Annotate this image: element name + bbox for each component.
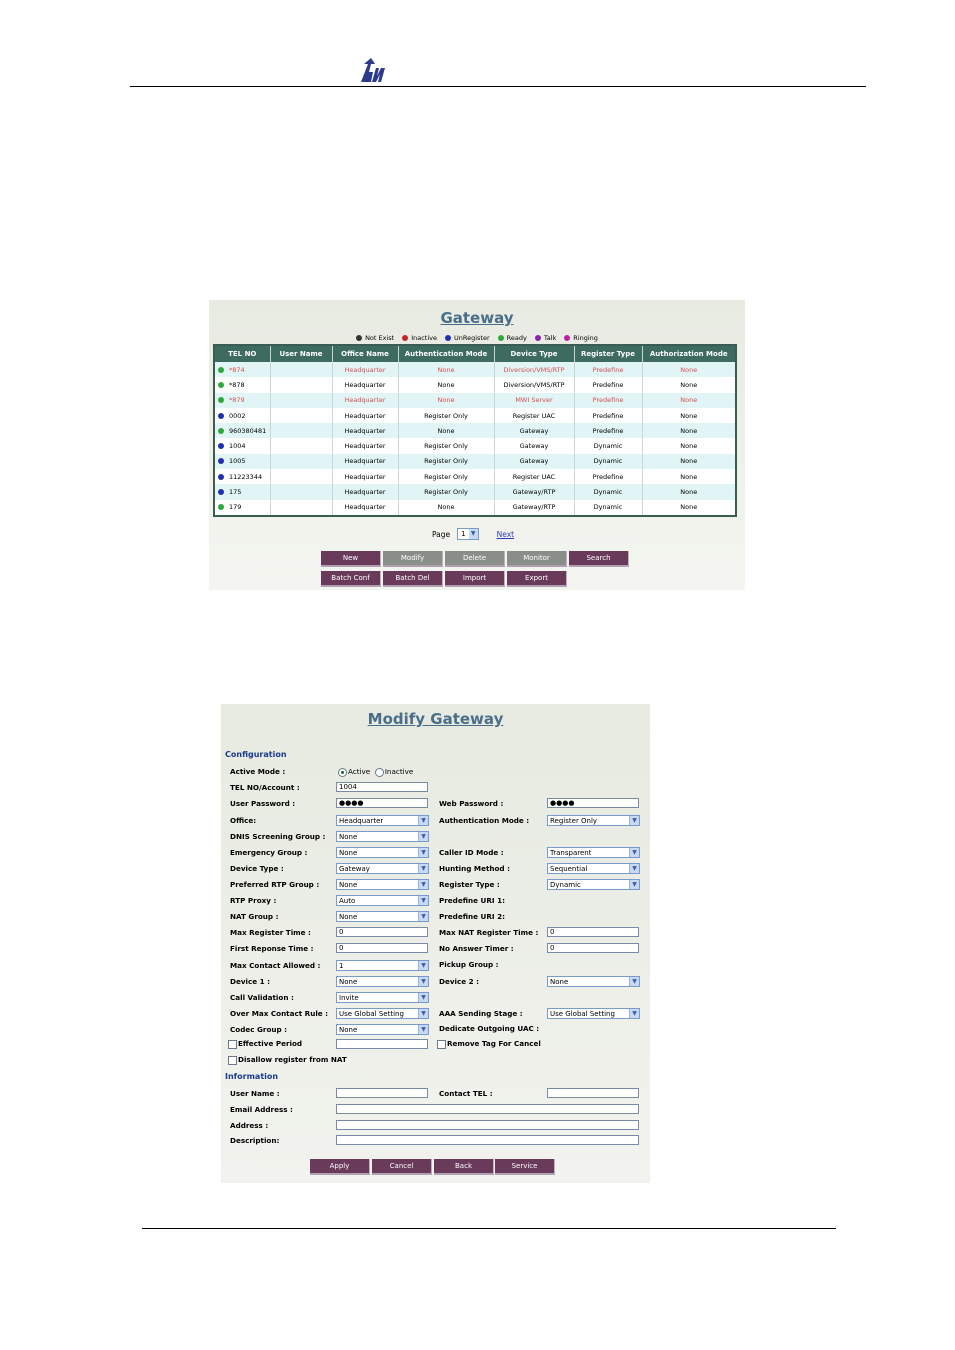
table-cell: Dynamic bbox=[574, 484, 642, 499]
chevron-down-icon: ▼ bbox=[418, 832, 428, 841]
import-button[interactable]: Import bbox=[445, 571, 505, 587]
authentication-mode-select[interactable]: Register Only ▼ bbox=[547, 815, 640, 826]
chevron-down-icon: ▼ bbox=[418, 977, 428, 986]
table-cell: Headquarter bbox=[332, 438, 398, 453]
user-password-input[interactable]: ●●●● bbox=[336, 798, 428, 808]
column-header[interactable]: Authentication Mode bbox=[398, 345, 494, 362]
status-dot-icon bbox=[218, 504, 224, 510]
table-cell: None bbox=[642, 423, 736, 438]
legend-item: Ringing bbox=[564, 334, 598, 342]
status-dot-icon bbox=[218, 489, 224, 495]
page-label: Page bbox=[432, 529, 451, 539]
table-cell: None bbox=[642, 438, 736, 453]
table-cell: Predefine bbox=[574, 362, 642, 377]
table-cell: None bbox=[642, 393, 736, 408]
batch-del-button[interactable]: Batch Del bbox=[383, 571, 443, 587]
contact-tel-input[interactable] bbox=[547, 1088, 639, 1098]
authentication-mode-label: Authentication Mode : bbox=[439, 816, 530, 825]
batch-conf-button[interactable]: Batch Conf bbox=[321, 571, 381, 587]
gateway-title: Gateway bbox=[440, 309, 514, 327]
table-cell: Headquarter bbox=[332, 362, 398, 377]
table-row[interactable] bbox=[214, 408, 736, 423]
pickup-group-label: Pickup Group : bbox=[439, 960, 499, 969]
information-heading: Information bbox=[225, 1072, 279, 1081]
tel-no-input[interactable]: 1004 bbox=[336, 782, 428, 792]
status-dot-icon bbox=[218, 413, 224, 419]
device-2-label: Device 2 : bbox=[439, 977, 480, 986]
no-answer-timer-label: No Answer Timer : bbox=[439, 944, 514, 953]
chevron-down-icon: ▼ bbox=[418, 1025, 428, 1034]
max-nat-register-time-input[interactable]: 0 bbox=[547, 927, 639, 937]
table-cell: Dynamic bbox=[574, 438, 642, 453]
column-header[interactable]: Authorization Mode bbox=[642, 345, 736, 362]
aaa-sending-stage-select[interactable]: Use Global Setting ▼ bbox=[547, 1008, 640, 1019]
preferred-rtp-group-label: Preferred RTP Group : bbox=[230, 880, 320, 889]
table-cell bbox=[270, 362, 332, 377]
codec-group-select[interactable]: None ▼ bbox=[336, 1024, 429, 1035]
chevron-down-icon: ▼ bbox=[418, 912, 428, 921]
table-cell: None bbox=[642, 500, 736, 516]
emergency-group-select[interactable]: None ▼ bbox=[336, 847, 429, 858]
legend-item: Ready bbox=[498, 334, 527, 342]
new-button[interactable]: New bbox=[321, 551, 381, 567]
status-dot-icon bbox=[402, 335, 408, 341]
dnis-screening-group-select[interactable]: None ▼ bbox=[336, 831, 429, 842]
preferred-rtp-group-select[interactable]: None ▼ bbox=[336, 879, 429, 890]
table-cell: 1005 bbox=[214, 454, 270, 469]
web-password-input[interactable]: ●●●● bbox=[547, 798, 639, 808]
description-label: Description: bbox=[230, 1136, 280, 1145]
table-cell: Predefine bbox=[574, 469, 642, 484]
table-cell bbox=[270, 393, 332, 408]
table-cell: Dynamic bbox=[574, 500, 642, 516]
table-cell: Headquarter bbox=[332, 377, 398, 392]
table-cell: Register Only bbox=[398, 469, 494, 484]
table-cell: None bbox=[642, 408, 736, 423]
chevron-down-icon: ▼ bbox=[629, 864, 639, 873]
chevron-down-icon: ▼ bbox=[418, 961, 428, 970]
table-cell bbox=[270, 484, 332, 499]
legend-item: Talk bbox=[535, 334, 556, 342]
table-cell: Gateway bbox=[494, 438, 574, 453]
description-input[interactable] bbox=[336, 1135, 639, 1145]
over-max-contact-rule-select[interactable]: Use Global Setting ▼ bbox=[336, 1008, 429, 1019]
table-cell: Register Only bbox=[398, 438, 494, 453]
call-validation-label: Call Validation : bbox=[230, 993, 294, 1002]
remove-tag-checkbox[interactable] bbox=[437, 1040, 446, 1049]
table-cell: Dynamic bbox=[574, 454, 642, 469]
table-cell: None bbox=[642, 454, 736, 469]
nat-group-label: NAT Group : bbox=[230, 912, 279, 921]
table-cell: Predefine bbox=[574, 377, 642, 392]
register-type-select[interactable]: Dynamic ▼ bbox=[547, 879, 640, 890]
column-header[interactable]: Register Type bbox=[574, 345, 642, 362]
no-answer-timer-input[interactable]: 0 bbox=[547, 943, 639, 953]
back-button[interactable]: Back bbox=[434, 1159, 494, 1175]
table-cell: None bbox=[642, 469, 736, 484]
gateway-panel bbox=[209, 300, 745, 590]
table-cell: Predefine bbox=[574, 408, 642, 423]
table-cell: Register Only bbox=[398, 408, 494, 423]
address-label: Address : bbox=[230, 1121, 269, 1130]
table-cell: Gateway bbox=[494, 423, 574, 438]
table-row[interactable] bbox=[214, 469, 736, 484]
active-mode-label: Active Mode : bbox=[230, 767, 286, 776]
modify-gateway-title: Modify Gateway bbox=[367, 710, 504, 728]
modify-button[interactable]: Modify bbox=[383, 551, 443, 567]
gateway-table bbox=[213, 344, 737, 517]
aaa-sending-stage-label: AAA Sending Stage : bbox=[439, 1009, 523, 1018]
table-cell: Headquarter bbox=[332, 469, 398, 484]
table-cell: *874 bbox=[214, 362, 270, 377]
table-header bbox=[214, 345, 736, 362]
legend-item: Inactive bbox=[402, 334, 437, 342]
legend-item: Not Exist bbox=[356, 334, 394, 342]
emergency-group-label: Emergency Group : bbox=[230, 848, 308, 857]
hunting-method-label: Hunting Method : bbox=[439, 864, 510, 873]
table-cell: Predefine bbox=[574, 423, 642, 438]
web-password-label: Web Password : bbox=[439, 799, 504, 808]
legend-item: UnRegister bbox=[445, 334, 490, 342]
configuration-heading: Configuration bbox=[225, 750, 287, 759]
chevron-down-icon: ▼ bbox=[418, 880, 428, 889]
remove-tag-checkbox-label: Remove Tag For Cancel bbox=[437, 1039, 541, 1049]
modify-gateway-panel bbox=[221, 704, 650, 1183]
company-logo bbox=[358, 58, 392, 84]
disallow-nat-checkbox-label: Disallow register from NAT bbox=[228, 1055, 347, 1065]
table-row[interactable] bbox=[214, 393, 736, 408]
table-cell: *878 bbox=[214, 377, 270, 392]
footer-rule bbox=[142, 1228, 836, 1229]
table-cell: Headquarter bbox=[332, 454, 398, 469]
status-dot-icon bbox=[218, 474, 224, 480]
table-cell: *879 bbox=[214, 393, 270, 408]
column-header[interactable]: User Name bbox=[270, 345, 332, 362]
status-dot-icon bbox=[356, 335, 362, 341]
table-cell: Gateway bbox=[494, 454, 574, 469]
status-dot-icon bbox=[218, 428, 224, 434]
table-cell bbox=[270, 377, 332, 392]
table-cell: None bbox=[642, 362, 736, 377]
table-row[interactable] bbox=[214, 500, 736, 516]
monitor-button[interactable]: Monitor bbox=[507, 551, 567, 567]
table-cell: None bbox=[398, 500, 494, 516]
table-cell: Headquarter bbox=[332, 484, 398, 499]
table-cell: None bbox=[398, 423, 494, 438]
table-cell: None bbox=[398, 377, 494, 392]
table-cell: Register UAC bbox=[494, 408, 574, 423]
table-row[interactable] bbox=[214, 484, 736, 499]
table-row[interactable] bbox=[214, 377, 736, 392]
table-row[interactable] bbox=[214, 423, 736, 438]
status-dot-icon bbox=[445, 335, 451, 341]
device-type-label: Device Type : bbox=[230, 864, 284, 873]
max-contact-allowed-label: Max Contact Allowed : bbox=[230, 961, 321, 970]
hunting-method-select[interactable]: Sequential ▼ bbox=[547, 863, 640, 874]
effective-period-checkbox-label: Effective Period bbox=[228, 1039, 302, 1049]
first-response-time-input[interactable]: 0 bbox=[336, 943, 428, 953]
user-name-label: User Name : bbox=[230, 1089, 280, 1098]
table-cell: Register Only bbox=[398, 454, 494, 469]
table-cell: Diversion/VMS/RTP bbox=[494, 362, 574, 377]
status-dot-icon bbox=[498, 335, 504, 341]
status-dot-icon bbox=[218, 397, 224, 403]
table-cell: 179 bbox=[214, 500, 270, 516]
active-mode-radios: Active Inactive bbox=[338, 767, 413, 777]
table-cell: 0002 bbox=[214, 408, 270, 423]
nat-group-select[interactable]: None ▼ bbox=[336, 911, 429, 922]
chevron-down-icon: ▼ bbox=[418, 896, 428, 905]
chevron-down-icon: ▼ bbox=[418, 993, 428, 1002]
effective-period-checkbox[interactable] bbox=[228, 1040, 237, 1049]
chevron-down-icon: ▼ bbox=[629, 848, 639, 857]
table-cell: Predefine bbox=[574, 393, 642, 408]
chevron-down-icon: ▼ bbox=[418, 848, 428, 857]
search-button[interactable]: Search bbox=[569, 551, 629, 567]
table-cell: Headquarter bbox=[332, 408, 398, 423]
caller-id-mode-select[interactable]: Transparent ▼ bbox=[547, 847, 640, 858]
chevron-down-icon: ▼ bbox=[418, 864, 428, 873]
column-header[interactable]: TEL NO bbox=[214, 345, 270, 362]
chevron-down-icon: ▼ bbox=[418, 1009, 428, 1018]
device-1-select[interactable]: None ▼ bbox=[336, 976, 429, 987]
table-cell: Headquarter bbox=[332, 500, 398, 516]
status-dot-icon bbox=[564, 335, 570, 341]
table-cell: 960380481 bbox=[214, 423, 270, 438]
table-cell: Headquarter bbox=[332, 423, 398, 438]
table-cell: None bbox=[642, 377, 736, 392]
max-contact-allowed-select[interactable]: 1 ▼ bbox=[336, 960, 429, 971]
table-cell: None bbox=[642, 484, 736, 499]
chevron-down-icon: ▼ bbox=[629, 880, 639, 889]
user-name-input[interactable] bbox=[336, 1088, 428, 1098]
max-register-time-label: Max Register Time : bbox=[230, 928, 311, 937]
predefine-uri1-label: Predefine URI 1: bbox=[439, 896, 505, 905]
table-row[interactable] bbox=[214, 438, 736, 453]
service-button[interactable]: Service bbox=[495, 1159, 555, 1175]
codec-group-label: Codec Group : bbox=[230, 1025, 288, 1034]
contact-tel-label: Contact TEL : bbox=[439, 1089, 493, 1098]
max-register-time-input[interactable]: 0 bbox=[336, 927, 428, 937]
table-row[interactable] bbox=[214, 454, 736, 469]
table-cell: Register Only bbox=[398, 484, 494, 499]
column-header[interactable]: Office Name bbox=[332, 345, 398, 362]
table-cell bbox=[270, 423, 332, 438]
device-2-select[interactable]: None ▼ bbox=[547, 976, 640, 987]
user-password-label: User Password : bbox=[230, 799, 296, 808]
pager bbox=[432, 528, 514, 540]
status-dot-icon bbox=[218, 367, 224, 373]
dnis-screening-group-label: DNIS Screening Group : bbox=[230, 832, 326, 841]
max-nat-register-time-label: Max NAT Register Time : bbox=[439, 928, 539, 937]
disallow-nat-checkbox[interactable] bbox=[228, 1056, 237, 1065]
status-dot-icon bbox=[218, 458, 224, 464]
over-max-contact-rule-label: Over Max Contact Rule : bbox=[230, 1009, 329, 1018]
apply-button[interactable]: Apply bbox=[310, 1159, 370, 1175]
caller-id-mode-label: Caller ID Mode : bbox=[439, 848, 504, 857]
effective-period-input[interactable] bbox=[336, 1039, 428, 1049]
next-link[interactable]: Next bbox=[496, 529, 515, 539]
table-cell bbox=[270, 469, 332, 484]
table-cell: 11223344 bbox=[214, 469, 270, 484]
table-cell: Headquarter bbox=[332, 393, 398, 408]
tel-no-label: TEL NO/Account : bbox=[230, 783, 300, 792]
device-type-select[interactable]: Gateway ▼ bbox=[336, 863, 429, 874]
chevron-down-icon: ▼ bbox=[629, 1009, 639, 1018]
chevron-down-icon: ▼ bbox=[418, 816, 428, 825]
rtp-proxy-select[interactable]: Auto ▼ bbox=[336, 895, 429, 906]
table-cell: Gateway/RTP bbox=[494, 484, 574, 499]
table-cell bbox=[270, 438, 332, 453]
active-radio[interactable] bbox=[338, 768, 347, 777]
table-cell bbox=[270, 454, 332, 469]
column-header[interactable]: Device Type bbox=[494, 345, 574, 362]
address-input[interactable] bbox=[336, 1120, 639, 1130]
inactive-radio[interactable] bbox=[375, 768, 384, 777]
device-1-label: Device 1 : bbox=[230, 977, 271, 986]
table-cell bbox=[270, 500, 332, 516]
status-dot-icon bbox=[218, 443, 224, 449]
table-cell: Diversion/VMS/RTP bbox=[494, 377, 574, 392]
status-dot-icon bbox=[535, 335, 541, 341]
email-input[interactable] bbox=[336, 1104, 639, 1114]
table-cell: 1004 bbox=[214, 438, 270, 453]
chevron-down-icon: ▼ bbox=[629, 977, 639, 986]
call-validation-select[interactable]: Invite ▼ bbox=[336, 992, 429, 1003]
register-type-label: Register Type : bbox=[439, 880, 500, 889]
delete-button[interactable]: Delete bbox=[445, 551, 505, 567]
export-button[interactable]: Export bbox=[507, 571, 567, 587]
predefine-uri2-label: Predefine URI 2: bbox=[439, 912, 505, 921]
table-cell: None bbox=[398, 362, 494, 377]
cancel-button[interactable]: Cancel bbox=[372, 1159, 432, 1175]
first-response-time-label: First Reponse Time : bbox=[230, 944, 314, 953]
chevron-down-icon: ▼ bbox=[629, 816, 639, 825]
office-select[interactable]: Headquarter ▼ bbox=[336, 815, 429, 826]
table-cell bbox=[270, 408, 332, 423]
table-cell: None bbox=[398, 393, 494, 408]
table-cell: MWI Server bbox=[494, 393, 574, 408]
page-select[interactable]: 1 ▼ bbox=[457, 528, 478, 540]
table-cell: Register UAC bbox=[494, 469, 574, 484]
status-dot-icon bbox=[218, 382, 224, 388]
email-label: Email Address : bbox=[230, 1105, 293, 1114]
table-row[interactable] bbox=[214, 362, 736, 377]
table-cell: 175 bbox=[214, 484, 270, 499]
rtp-proxy-label: RTP Proxy : bbox=[230, 896, 277, 905]
dedicate-outgoing-uac-label: Dedicate Outgoing UAC : bbox=[439, 1024, 540, 1033]
chevron-down-icon: ▼ bbox=[469, 529, 478, 539]
status-legend bbox=[209, 334, 745, 343]
header-rule bbox=[130, 86, 866, 87]
office-label: Office: bbox=[230, 816, 257, 825]
table-cell: Gateway/RTP bbox=[494, 500, 574, 516]
